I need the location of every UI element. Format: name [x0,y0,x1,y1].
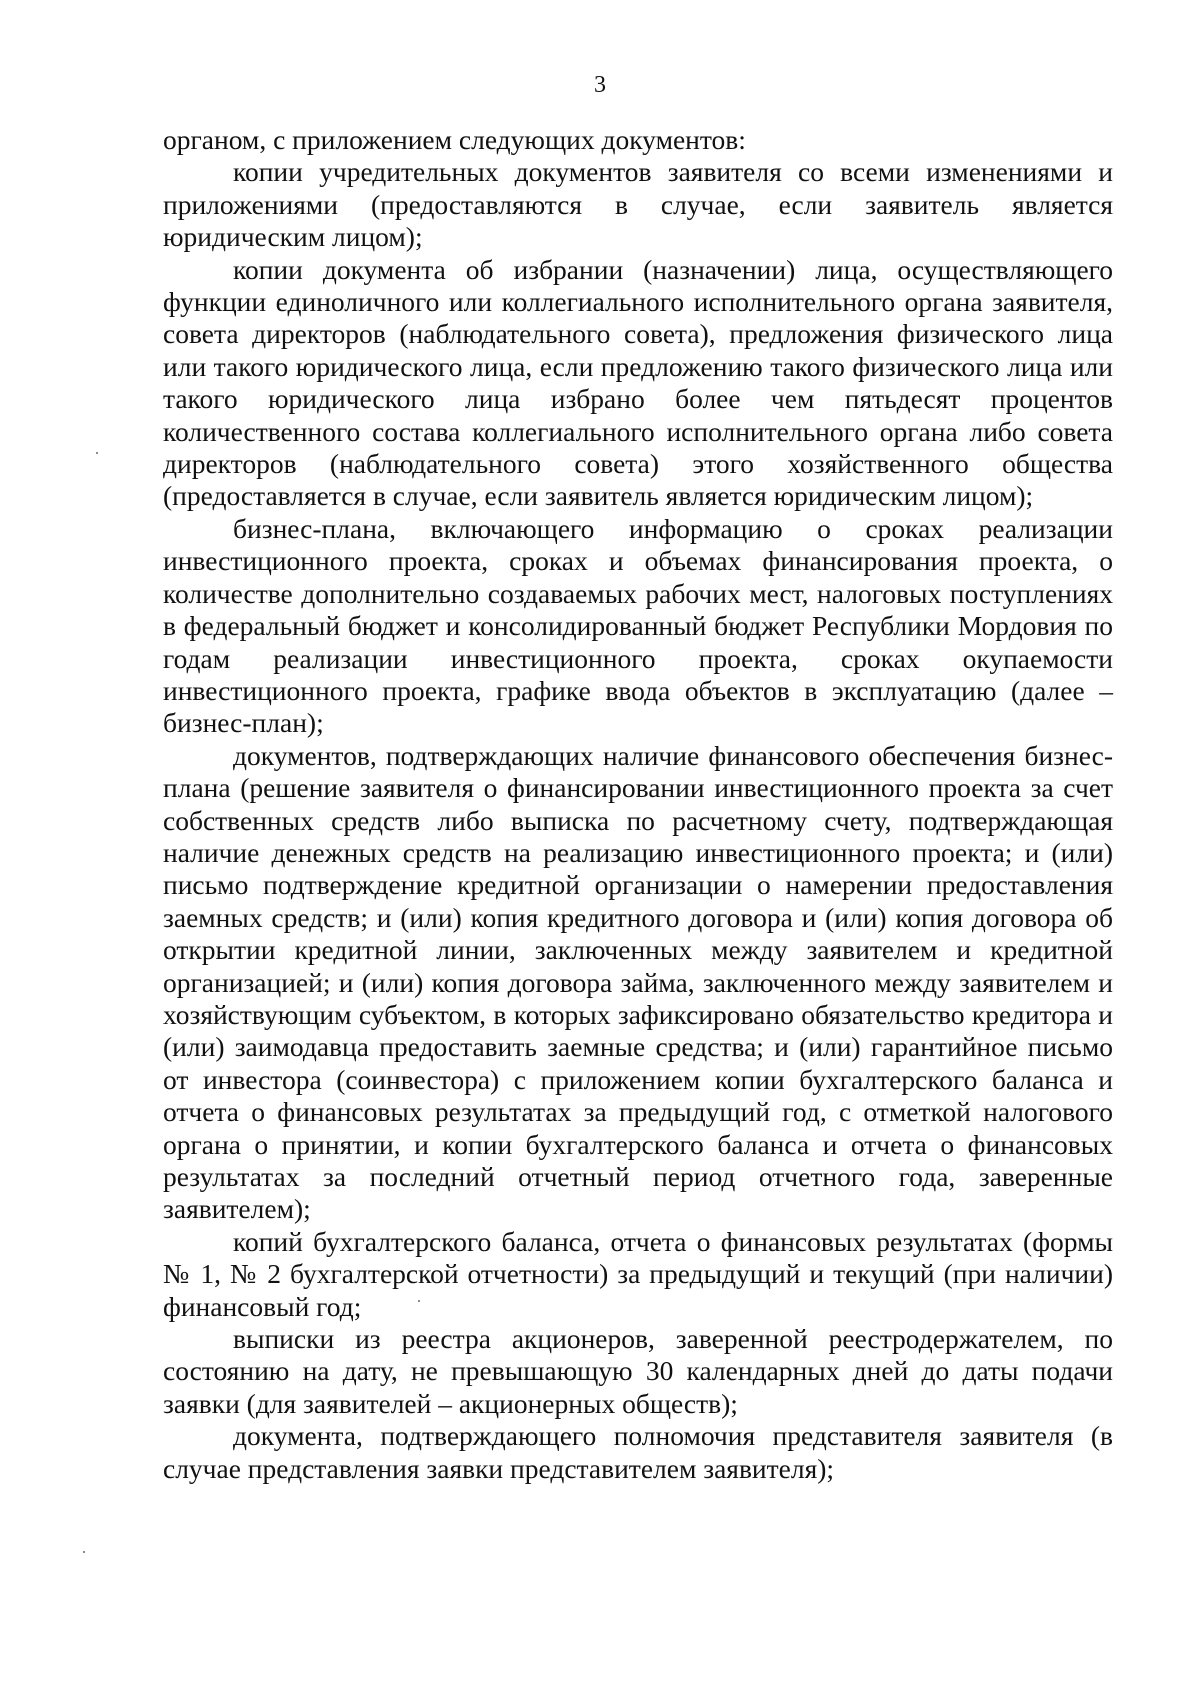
paragraph-representative-authority: документа, подтверждающего полномочия представителя заявителя (в случае представления заявки представителем заявителя); [163,1420,1113,1484]
scan-speck [418,1300,420,1302]
paragraph-election-document: копии документа об избрании (назначении) лица, осуществляющего функции единоличного или коллегиального исполнительного органа заявителя, совета директоров (наблюдательного совета), предложения физического лица или такого юридического лица, если предложению такого физического лица или такого юридического лица избрано более чем пятьдесят процентов количественного состава коллегиального исполнительного органа либо совета директоров (наблюдательного совета) этого хозяйственного общества (предоставляется в случае, если заявитель является юридическим лицом); [163,253,1113,512]
scan-speck [83,1551,85,1553]
paragraph-shareholder-register: выписки из реестра акционеров, заверенной реестродержателем, по состоянию на дату, не превышающую 30 календарных дней до даты подачи заявки (для заявителей – акционерных обществ); [163,1323,1113,1419]
page-number: 3 [594,72,606,98]
paragraph-financial-support: документов, подтверждающих наличие финансового обеспечения бизнес-плана (решение заявителя о финансировании инвестиционного проекта за счет собственных средств либо выписка по расчетному счету, подтверждающая наличие денежных средств на реализацию инвестиционного проекта; и (или) письмо подтверждение кредитной организации о намерении предоставления заемных средств; и (или) копия кредитного договора и (или) копия договора об открытии кредитной линии, заключенных между заявителем и кредитной организацией; и (или) копия договора займа, заключенного между заявителем и хозяйствующим субъектом, в которых зафиксировано обязательство кредитора и (или) заимодавца предоставить заемные средства; и (или) гарантийное письмо от инвестора (соинвестора) с приложением копии бухгалтерского баланса и отчета о финансовых результатах за предыдущий год, с отметкой налогового органа о принятии, и копии бухгалтерского баланса и отчета о финансовых результатах за последний отчетный период отчетного года, заверенные заявителем); [163,739,1113,1225]
document-body [163,124,1113,1485]
paragraph-founding-documents: копии учредительных документов заявителя со всеми изменениями и приложениями (предоставляются в случае, если заявитель является юридическим лицом); [163,156,1113,253]
paragraph-continuation: органом, с приложением следующих документов: [163,124,746,155]
scan-speck [96,452,98,454]
paragraph-balance-sheet: копий бухгалтерского баланса, отчета о финансовых результатах (формы № 1, № 2 бухгалтерской отчетности) за предыдущий и текущий (при наличии) финансовый год; [163,1225,1113,1322]
paragraph-business-plan: бизнес-плана, включающего информацию о сроках реализации инвестиционного проекта, сроках и объемах финансирования проекта, о количестве дополнительно создаваемых рабочих мест, налоговых поступлениях в федеральный бюджет и консолидированный бюджет Республики Мордовия по годам реализации инвестиционного проекта, сроках окупаемости инвестиционного проекта, графике ввода объектов в эксплуатацию (далее – бизнес-план); [163,512,1113,739]
